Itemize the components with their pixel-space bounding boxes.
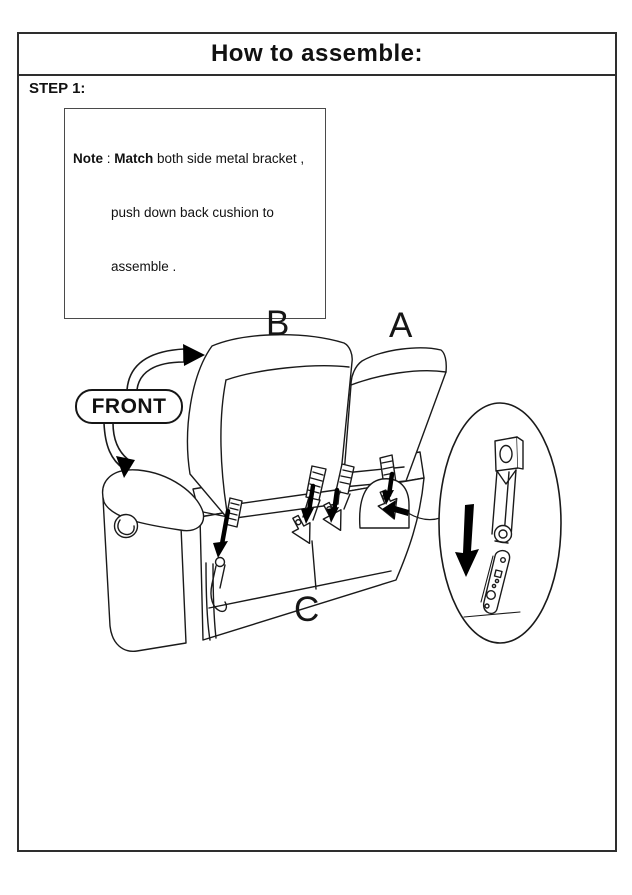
front-callout: FRONT (75, 389, 183, 424)
part-label-c: C (294, 590, 320, 629)
back-cushion-b (188, 335, 353, 519)
note-line-2: push down back cushion to (111, 205, 274, 220)
part-label-b: B (266, 304, 290, 343)
page-title: How to assemble: (210, 40, 424, 67)
bracket-detail-inset (439, 403, 561, 643)
note-word: Note (73, 151, 103, 166)
note-line-1: Note : Match both side metal bracket , (73, 151, 305, 166)
note-line-3: assemble . (111, 259, 177, 274)
part-label-a: A (389, 306, 413, 345)
curved-arrow-up (127, 349, 184, 390)
back-cushion-a (343, 348, 446, 487)
step-label: STEP 1: (29, 80, 86, 97)
note-emphasis: Match (114, 151, 154, 166)
